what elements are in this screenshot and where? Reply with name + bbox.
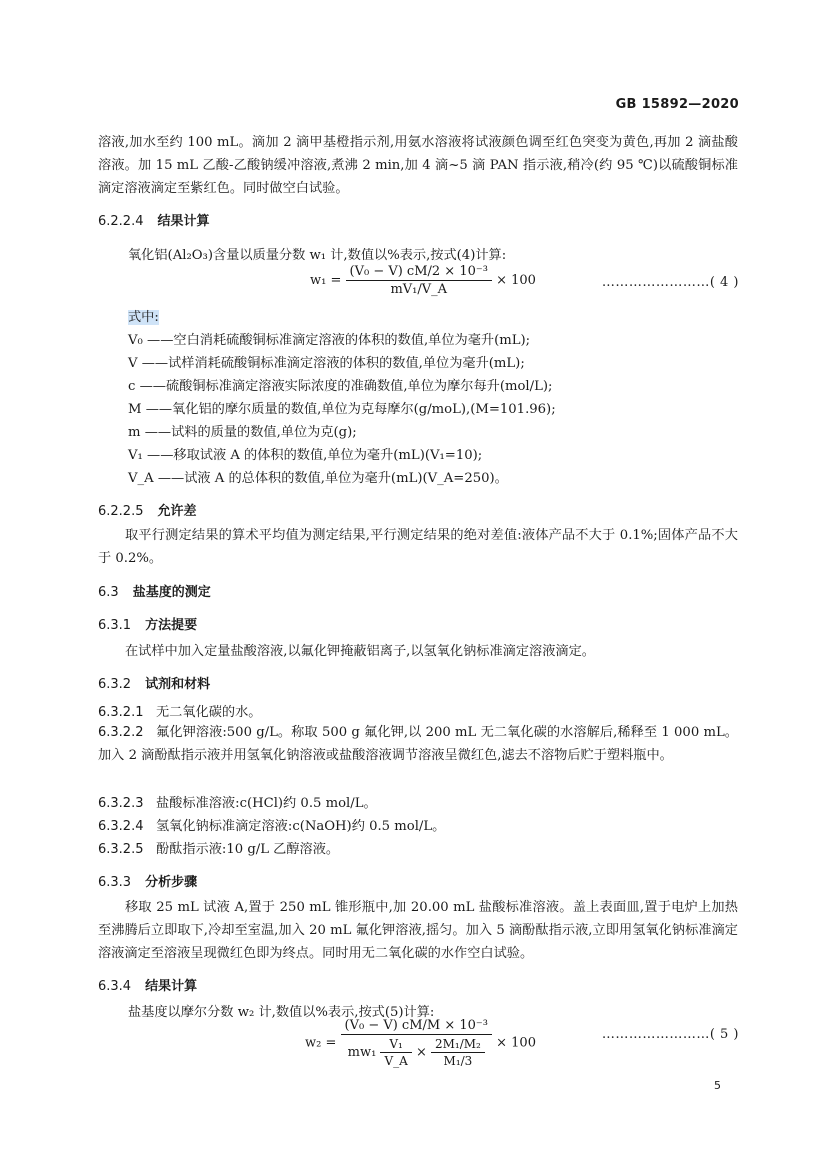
heading-title: 方法提要	[145, 618, 198, 633]
heading-6-2-2-4	[98, 210, 210, 229]
reagent-item	[98, 838, 339, 857]
reagent-item	[98, 815, 445, 834]
reagent-text: 酚酞指示液:10 g/L 乙醇溶液。	[156, 842, 340, 857]
formula-4	[310, 264, 536, 297]
formula-5-den-prefix: mw₁	[347, 1045, 377, 1060]
heading-number: 6.2.2.4	[98, 214, 144, 229]
reagent-number: 6.3.2.4	[98, 819, 144, 834]
method-paragraph: 在试样中加入定量盐酸溶液,以氟化钾掩蔽铝离子,以氢氧化钠标准滴定溶液滴定。	[125, 644, 595, 659]
reagent-text: 氢氧化钠标准滴定溶液:c(NaOH)约 0.5 mol/L。	[156, 819, 446, 834]
reagent-number: 6.3.2.5	[98, 842, 144, 857]
definition-v0: V₀ ——空白消耗硫酸铜标准滴定溶液的体积的数值,单位为毫升(mL);	[128, 333, 531, 348]
standard-code: GB 15892—2020	[615, 97, 739, 112]
definition-va: V_A ——试液 A 的总体积的数值,单位为毫升(mL)(V_A=250)。	[128, 471, 508, 486]
definition-m: m ——试料的质量的数值,单位为克(g);	[128, 425, 357, 440]
equation-number-5: ……………………( 5 )	[601, 1027, 739, 1042]
reagent-item	[98, 792, 377, 811]
heading-6-2-2-5	[98, 500, 197, 519]
heading-number: 6.3.1	[98, 618, 132, 633]
procedure-paragraph: 移取 25 mL 试液 A,置于 250 mL 锥形瓶中,加 20.00 mL 盐酸标准溶液。盖上表面皿,置于电炉上加热至沸腾后立即取下,冷却至室温,加入 20 mL 氟化钾溶液,摇匀。加入 5 滴酚酞指示液,立即用氢氧化钠标准滴定溶液滴定至溶液呈现微红色即为终点。同时用无二氧化碳的水作空白试验。	[98, 900, 738, 961]
formula-4-fraction	[346, 264, 492, 297]
heading-title: 盐基度的测定	[132, 585, 211, 600]
formula-5-den-times: ×	[415, 1045, 427, 1060]
reagent-number: 6.3.2.1	[98, 705, 144, 720]
formula-5-tail: × 100	[496, 1035, 536, 1051]
heading-6-3	[98, 581, 211, 600]
heading-number: 6.3.2	[98, 677, 132, 692]
formula-5	[305, 1018, 536, 1068]
formula-5-denominator	[341, 1035, 492, 1068]
where-label-text: 式中:	[128, 310, 159, 325]
reagent-text: 无二氧化碳的水。	[156, 705, 262, 720]
reagent-item-long	[98, 721, 738, 767]
definition-M: M ——氧化铝的摩尔质量的数值,单位为克每摩尔(g/moL),(M=101.96);	[128, 402, 556, 417]
formula-4-tail: × 100	[496, 273, 536, 288]
heading-title: 分析步骤	[145, 875, 198, 890]
page-number: 5	[714, 1079, 721, 1092]
where-label	[128, 306, 159, 325]
heading-number: 6.3.3	[98, 875, 132, 890]
formula-5-numerator: (V₀ − V) cM/M × 10⁻³	[341, 1018, 492, 1035]
formula-5-den-fraction-2	[431, 1037, 485, 1068]
heading-6-3-4	[98, 975, 197, 994]
reagent-text: 氟化钾溶液:500 g/L。称取 500 g 氟化钾,以 200 mL 无二氧化碳的水溶解后,稀释至 1 000 mL。加入 2 滴酚酞指示液并用氢氧化钠溶液或盐酸溶液调节溶液呈微红色,滤去不溶物后贮于塑料瓶中。	[98, 725, 738, 763]
paragraph-top: 溶液,加水至约 100 mL。滴加 2 滴甲基橙指示剂,用氨水溶液将试液颜色调至红色突变为黄色,再加 2 滴盐酸溶液。加 15 mL 乙酸-乙酸钠缓冲溶液,煮沸 2 min,加 4 滴~5 滴 PAN 指示液,稍冷(约 95 ℃)以硫酸铜标准滴定溶液滴定至紫红色。同时做空白试验。	[98, 135, 738, 196]
formula-5-lhs: w₂ =	[305, 1035, 337, 1051]
heading-6-3-3	[98, 871, 197, 890]
formula-4-lhs: w₁ =	[310, 273, 342, 288]
tolerance-paragraph: 取平行测定结果的算术平均值为测定结果,平行测定结果的绝对差值:液体产品不大于 0.1%;固体产品不大于 0.2%。	[98, 528, 738, 566]
calc2-intro: 盐基度以摩尔分数 w₂ 计,数值以%表示,按式(5)计算:	[128, 1005, 435, 1020]
definition-v: V ——试样消耗硫酸铜标准滴定溶液的体积的数值,单位为毫升(mL);	[128, 356, 525, 371]
heading-6-3-1	[98, 614, 197, 633]
reagent-number: 6.3.2.3	[98, 796, 144, 811]
heading-title: 允许差	[157, 504, 197, 519]
definition-v1: V₁ ——移取试液 A 的体积的数值,单位为毫升(mL)(V₁=10);	[128, 448, 483, 463]
definition-c: c ——硫酸铜标准滴定溶液实际浓度的准确数值,单位为摩尔每升(mol/L);	[128, 379, 553, 394]
formula-5-fraction	[341, 1018, 492, 1068]
den-fraction-2-numerator: 2M₁/M₂	[431, 1037, 485, 1053]
calc-intro: 氧化铝(Al₂O₃)含量以质量分数 w₁ 计,数值以%表示,按式(4)计算:	[128, 248, 507, 263]
heading-6-3-2	[98, 673, 210, 692]
heading-title: 结果计算	[157, 214, 210, 229]
den-fraction-2-denominator: M₁/3	[443, 1054, 473, 1068]
equation-number-4: ……………………( 4 )	[601, 275, 739, 290]
heading-number: 6.3.4	[98, 979, 132, 994]
den-fraction-1-numerator: V₁	[380, 1037, 411, 1053]
formula-4-denominator: mV₁/V_A	[390, 282, 448, 297]
reagent-number: 6.3.2.2	[98, 725, 144, 740]
formula-5-den-fraction-1	[380, 1037, 411, 1068]
formula-4-numerator: (V₀ − V) cM/2 × 10⁻³	[346, 264, 492, 281]
den-fraction-1-denominator: V_A	[384, 1054, 408, 1068]
heading-title: 试剂和材料	[145, 677, 211, 692]
heading-title: 结果计算	[145, 979, 198, 994]
heading-number: 6.3	[98, 585, 119, 600]
heading-number: 6.2.2.5	[98, 504, 144, 519]
reagent-text: 盐酸标准溶液:c(HCl)约 0.5 mol/L。	[156, 796, 377, 811]
reagent-item	[98, 701, 262, 720]
